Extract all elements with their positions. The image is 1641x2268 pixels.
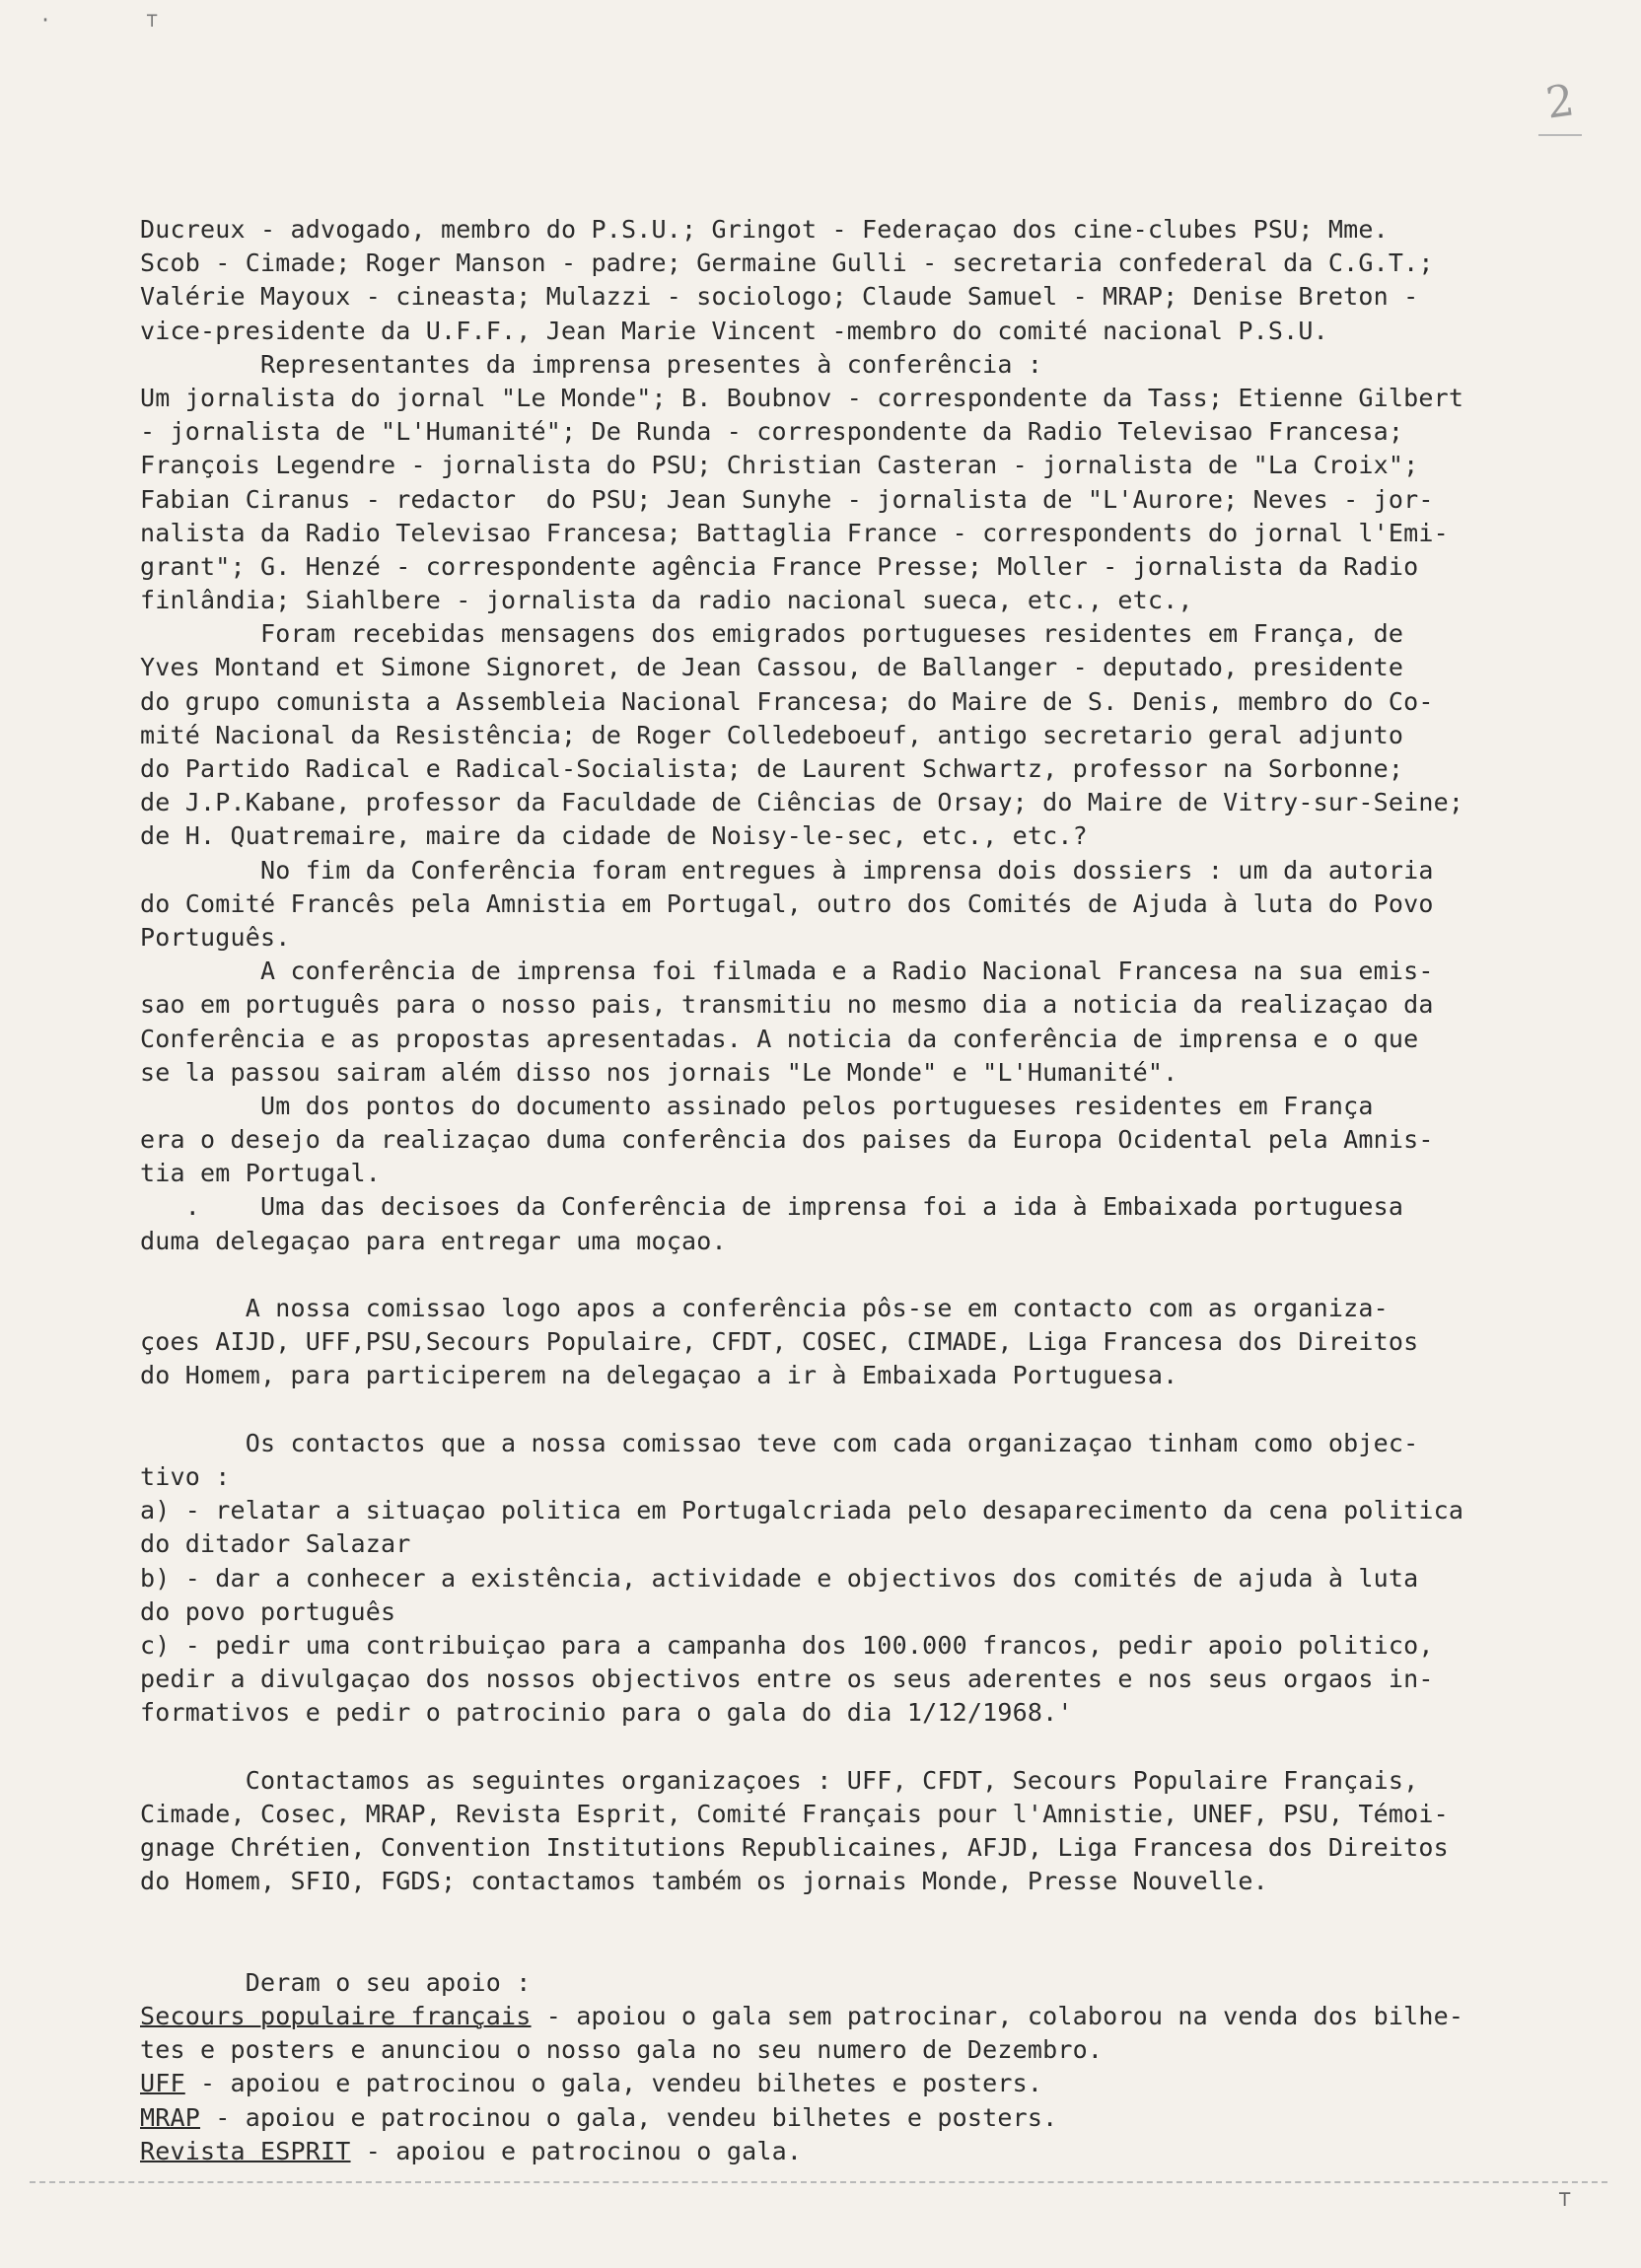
text-line xyxy=(140,1933,1619,1966)
underlined-organization: Secours populaire français xyxy=(140,2001,532,2030)
text-line: tia em Portugal. xyxy=(140,1159,382,1188)
text-line: Yves Montand et Simone Signoret, de Jean Cassou, de Ballanger - deputado, presidente xyxy=(140,653,1404,682)
text-line: Representantes da imprensa presentes à conferência : xyxy=(140,349,1043,379)
text-line: Scob - Cimade; Roger Manson - padre; Germaine Gulli - secretaria confederal da C.G.T.; xyxy=(140,248,1434,278)
text-line: Os contactos que a nossa comissao teve com cada organizaçao tinham como objec- xyxy=(140,1428,1419,1457)
underlined-organization: Revista ESPRIT xyxy=(140,2136,351,2165)
text-line: tivo : xyxy=(140,1461,231,1491)
text-line: duma delegaçao para entregar uma moçao. xyxy=(140,1226,727,1255)
text-line: do ditador Salazar xyxy=(140,1529,411,1559)
text-line: de J.P.Kabane, professor da Faculdade de Ciências de Orsay; do Maire de Vitry-sur-Seine; xyxy=(140,788,1464,817)
text-line: Revista ESPRIT - apoiou e patrocinou o gala. xyxy=(140,2136,803,2165)
text-line: finlândia; Siahlbere - jornalista da radio nacional sueca, etc., etc., xyxy=(140,586,1193,615)
text-line: François Legendre - jornalista do PSU; Christian Casteran - jornalista de "La Croix"; xyxy=(140,451,1419,480)
text-line: vice-presidente da U.F.F., Jean Marie Vincent -membro do comité nacional P.S.U. xyxy=(140,316,1328,345)
text-line: do Homem, SFIO, FGDS; contactamos também os jornais Monde, Presse Nouvelle. xyxy=(140,1867,1268,1896)
text-line: çoes AIJD, UFF,PSU,Secours Populaire, CFDT, COSEC, CIMADE, Liga Francesa dos Direitos xyxy=(140,1327,1419,1357)
text-line: c) - pedir uma contribuiçao para a campanha dos 100.000 francos, pedir apoio politico, xyxy=(140,1630,1434,1660)
text-line: a) - relatar a situaçao politica em Portugalcriada pelo desaparecimento da cena politica xyxy=(140,1496,1464,1525)
text-line: Um jornalista do jornal "Le Monde"; B. Boubnov - correspondente da Tass; Etienne Gilbert xyxy=(140,383,1464,412)
text-line: . Uma das decisoes da Conferência de imprensa foi a ida à Embaixada portuguesa xyxy=(140,1192,1404,1222)
text-line: de H. Quatremaire, maire da cidade de Noisy-le-sec, etc., etc.? xyxy=(140,821,1088,851)
text-line: do Homem, para participerem na delegaçao a ir à Embaixada Portuguesa. xyxy=(140,1361,1178,1390)
text-line xyxy=(140,1730,1619,1763)
text-line: Foram recebidas mensagens dos emigrados portugueses residentes em França, de xyxy=(140,619,1404,649)
text-line: gnage Chrétien, Convention Institutions Republicaines, AFJD, Liga Francesa dos Direitos xyxy=(140,1833,1449,1862)
text-line: A nossa comissao logo apos a conferência pôs-se em contacto com as organiza- xyxy=(140,1294,1389,1322)
page-number: 2 xyxy=(1542,75,1578,129)
text-line: Deram o seu apoio : xyxy=(140,1967,532,1997)
text-line: mité Nacional da Resistência; de Roger Colledeboeuf, antigo secretario geral adjunto xyxy=(140,720,1404,749)
text-line: Ducreux - advogado, membro do P.S.U.; Gringot - Federaçao dos cine-clubes PSU; Mme. xyxy=(140,215,1389,244)
text-line: do Partido Radical e Radical-Socialista; de Laurent Schwartz, professor na Sorbonne; xyxy=(140,754,1404,783)
text-line: formativos e pedir o patrocinio para o gala do dia 1/12/1968.' xyxy=(140,1698,1073,1728)
text-line: Conferência e as propostas apresentadas. A noticia da conferência de imprensa e o que xyxy=(140,1024,1419,1053)
typewritten-text-body xyxy=(140,213,1619,2168)
text-line: do grupo comunista a Assembleia Nacional Francesa; do Maire de S. Denis, membro do Co- xyxy=(140,686,1434,716)
text-line: UFF - apoiou e patrocinou o gala, vendeu bilhetes e posters. xyxy=(140,2069,1043,2098)
text-line: grant"; G. Henzé - correspondente agência France Presse; Moller - jornalista da Radio xyxy=(140,551,1419,581)
text-line xyxy=(140,1898,1619,1932)
bottom-rule xyxy=(30,2181,1607,2183)
text-line: A conferência de imprensa foi filmada e a Radio Nacional Francesa na sua emis- xyxy=(140,957,1434,986)
text-line: Valérie Mayoux - cineasta; Mulazzi - sociologo; Claude Samuel - MRAP; Denise Breton - xyxy=(140,282,1419,312)
text-line: Secours populaire français - apoiou o gala sem patrocinar, colaborou na venda dos bilhe- xyxy=(140,2001,1464,2030)
text-line: b) - dar a conhecer a existência, actividade e objectivos dos comités de ajuda à luta xyxy=(140,1563,1419,1593)
text-line xyxy=(140,1258,1619,1292)
bottom-mark: ⊤ xyxy=(1558,2187,1572,2212)
text-line: No fim da Conferência foram entregues à imprensa dois dossiers : um da autoria xyxy=(140,855,1434,885)
underlined-organization: UFF xyxy=(140,2069,185,2098)
text-line: Um dos pontos do documento assinado pelos portugueses residentes em França xyxy=(140,1091,1374,1120)
text-line: era o desejo da realizaçao duma conferência dos paises da Europa Ocidental pela Amnis- xyxy=(140,1125,1434,1155)
text-line: do Comité Francês pela Amnistia em Portugal, outro dos Comités de Ajuda à luta do Povo xyxy=(140,888,1434,918)
text-line: tes e posters e anunciou o nosso gala no seu numero de Dezembro. xyxy=(140,2035,1104,2065)
text-line: do povo português xyxy=(140,1596,396,1626)
corner-mark: · xyxy=(39,8,52,32)
text-line: pedir a divulgaçao dos nossos objectivos entre os seus aderentes e nos seus orgaos in- xyxy=(140,1665,1434,1694)
text-line: Fabian Ciranus - redactor do PSU; Jean Sunyhe - jornalista de "L'Aurore; Neves - jor- xyxy=(140,484,1434,514)
text-line: Português. xyxy=(140,922,291,952)
underlined-organization: MRAP xyxy=(140,2102,201,2132)
text-line: - jornalista de "L'Humanité"; De Runda - correspondente da Radio Televisao Francesa; xyxy=(140,417,1404,447)
text-line: MRAP - apoiou e patrocinou o gala, vendeu bilhetes e posters. xyxy=(140,2102,1058,2132)
corner-mark: ⊤ xyxy=(146,8,159,32)
text-line: se la passou sairam além disso nos jornais "Le Monde" e "L'Humanité". xyxy=(140,1057,1178,1087)
page-number-dash xyxy=(1538,134,1582,136)
text-line xyxy=(140,1393,1619,1427)
text-line: Cimade, Cosec, MRAP, Revista Esprit, Comité Français pour l'Amnistie, UNEF, PSU, Témoi- xyxy=(140,1799,1449,1828)
text-line: Contactamos as seguintes organizaçoes : UFF, CFDT, Secours Populaire Français, xyxy=(140,1765,1419,1795)
text-line: sao em português para o nosso pais, transmitiu no mesmo dia a noticia da realizaçao da xyxy=(140,990,1434,1020)
text-line: nalista da Radio Televisao Francesa; Battaglia France - correspondents do jornal l'Emi- xyxy=(140,518,1449,547)
